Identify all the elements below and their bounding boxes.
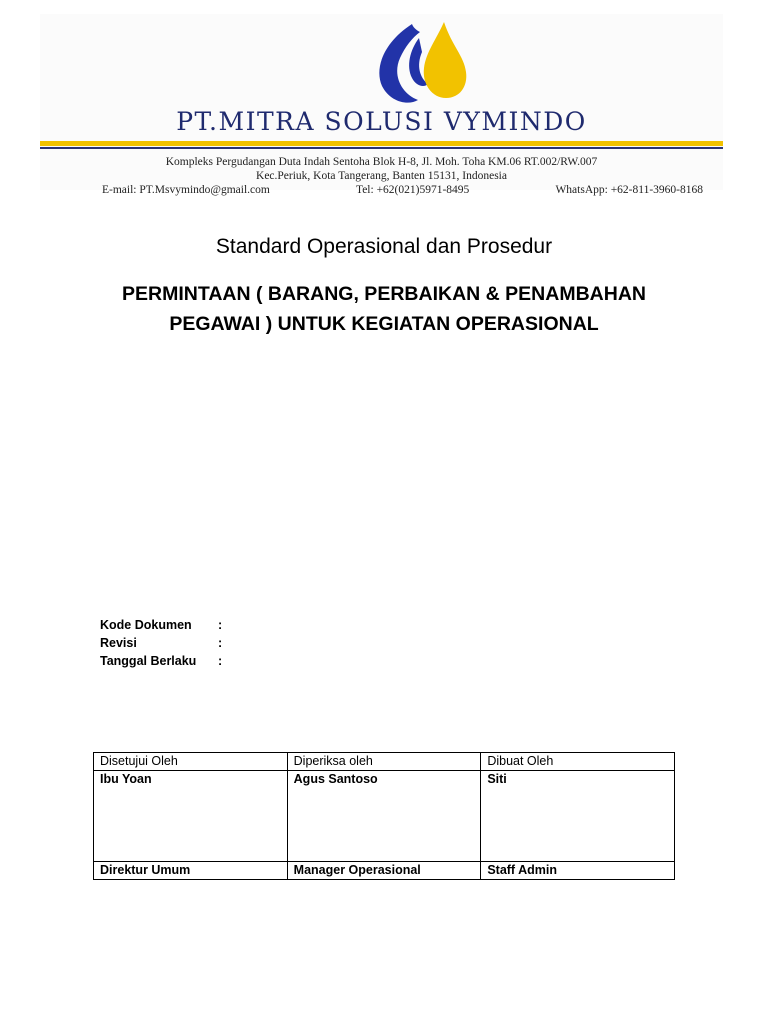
letterhead-rule-navy [40,147,723,149]
signatory-name-cell: Agus Santoso [287,771,481,862]
document-meta [100,616,230,670]
flame-drop-logo-icon [372,18,472,110]
meta-label: Kode Dokumen [100,618,192,632]
table-position-row [94,862,675,880]
header-cell-disetujui: Disetujui Oleh [94,753,288,771]
header-cell-diperiksa: Diperiksa oleh [287,753,481,771]
table-signature-row [94,771,675,862]
address-line-2: Kec.Periuk, Kota Tangerang, Banten 15131, Indonesia [256,170,507,182]
letterhead-rule-yellow [40,141,723,146]
phone-text: Tel: +62(021)5971-8495 [355,184,470,196]
company-name: PT.MITRA SOLUSI VYMINDO [176,107,587,136]
document-subtitle: Standard Operasional dan Prosedur [215,235,553,258]
approval-table [93,752,675,880]
signatory-name-cell: Siti [481,771,675,862]
document-title: PERMINTAAN ( BARANG, PERBAIKAN & PENAMBAHAN PEGAWAI ) UNTUK KEGIATAN OPERASIONAL [122,283,646,335]
meta-colon: : [218,636,223,650]
position-cell: Manager Operasional [287,862,481,880]
position-cell: Direktur Umum [94,862,288,880]
contact-row [102,184,703,196]
table-header-row [94,753,675,771]
header-cell-dibuat: Dibuat Oleh [481,753,675,771]
meta-row-tanggal-berlaku [100,652,230,670]
meta-label: Tanggal Berlaku [100,654,197,668]
whatsapp-text: WhatsApp: +62-811-3960-8168 [555,184,703,196]
meta-colon: : [218,654,223,668]
address-line-1: Kompleks Pergudangan Duta Indah Sentoha Blok H-8, Jl. Moh. Toha KM.06 RT.002/RW.007 [165,156,598,168]
meta-row-kode-dokumen [100,616,230,634]
signatory-name-cell: Ibu Yoan [94,771,288,862]
meta-label: Revisi [100,636,137,650]
letterhead [40,14,723,196]
meta-colon: : [218,618,223,632]
email-text: E-mail: PT.Msvymindo@gmail.com [102,184,270,196]
meta-row-revisi [100,634,230,652]
position-cell: Staff Admin [481,862,675,880]
